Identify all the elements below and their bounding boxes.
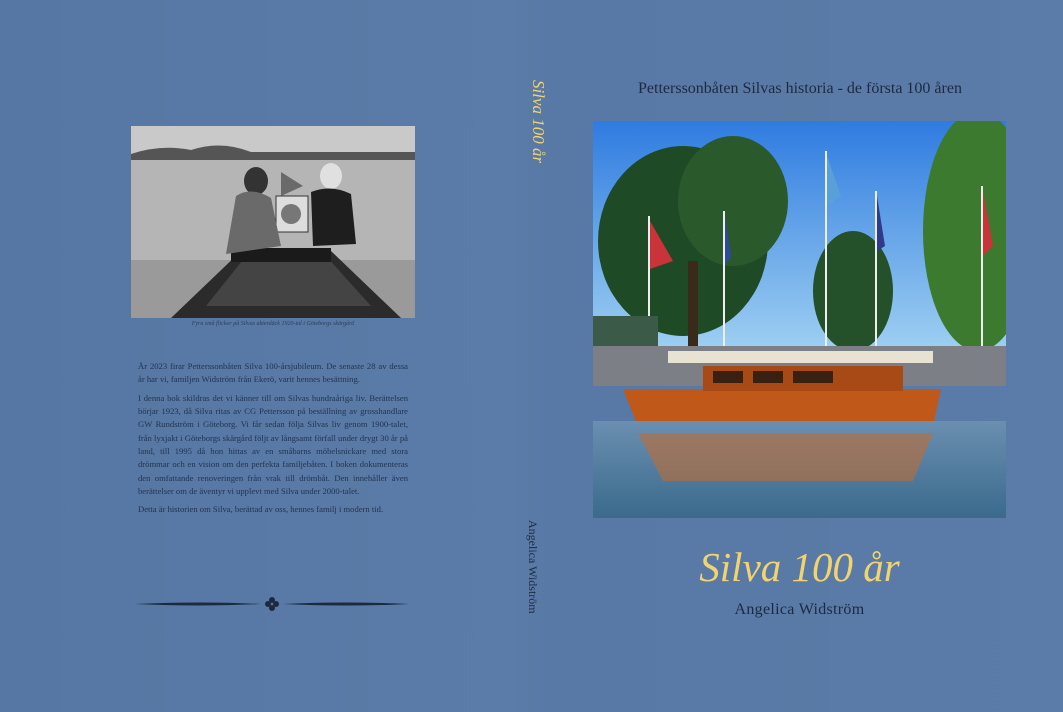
spine-author: Angelica Widström (526, 520, 540, 614)
blurb-paragraph: I denna bok skildras det vi känner till om Silvas hundraåriga liv. Berättelsen börjar 1923, då Silva ritas av CG Pettersson på beställning av grosshandlare GW Rundström i Göteborg. Vi får sedan följa Silvas liv genom 1900-talet, från lyxjakt i Göteborgs skärgård följt av långsamt förfall under drygt 30 år på land, till 1995 då hon hittas av en småbarns möbelsnickare med stora drömmar och en vision om den perfekta familjebåten. I boken dokumenteras den omfattande renoveringen från vrak till drömbåt. Den innehåller även berättelser om de äventyr vi upplevt med Silva under 2000-talet. (138, 392, 408, 496)
front-subtitle: Petterssonbåten Silvas historia - de första 100 åren (638, 80, 962, 97)
blurb-paragraph: Detta är historien om Silva, berättad av oss, hennes familj i modern tid. (138, 504, 384, 515)
back-cover-blurb (138, 360, 408, 521)
fleuron-ornament-icon (131, 596, 413, 612)
front-cover-photo (593, 121, 1006, 518)
spine-title: Silva 100 år (529, 80, 548, 164)
back-cover-photo (131, 126, 415, 318)
front-author: Angelica Widström (734, 601, 865, 618)
front-title: Silva 100 år (699, 544, 900, 590)
blurb-paragraph: År 2023 firar Petterssonbåten Silva 100-årsjubileum. De senaste 28 av dessa år har vi, familjen Widström från Ekerö, varit hennes besättning. (138, 361, 408, 385)
back-photo-caption: Fyra små flickor på Silvas akterdäck 1920-tal i Göteborgs skärgård (191, 321, 355, 327)
